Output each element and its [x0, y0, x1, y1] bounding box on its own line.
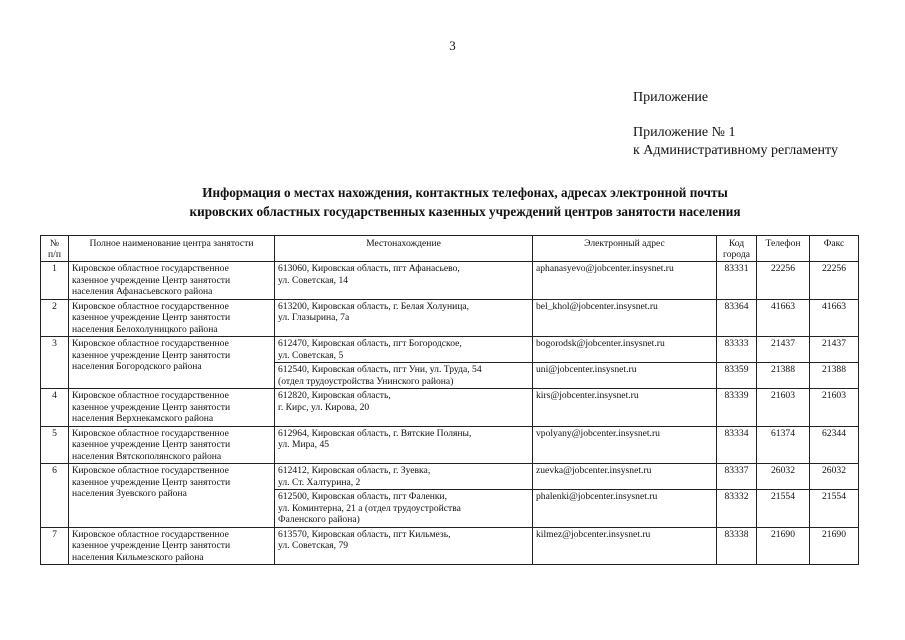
cell-text-line: Кировское областное государственное: [72, 528, 229, 540]
cell-text-line: населения Афанасьевского района: [72, 286, 213, 297]
table-header-row: [41, 236, 859, 262]
center-location: [275, 464, 533, 490]
center-email: zuevka@jobcenter.insysnet.ru: [533, 464, 717, 490]
city-code: 83364: [717, 299, 757, 337]
center-email: bel_khol@jobcenter.insysnet.ru: [533, 299, 717, 337]
cell-text-line: Кировское областное государственное: [72, 465, 229, 476]
fax-number: 21603: [810, 389, 859, 427]
city-code: 83359: [717, 363, 757, 389]
cell-text-line: казенное учреждение Центр занятости: [72, 312, 231, 323]
city-code: 83339: [717, 389, 757, 427]
cell-text-line: 612540, Кировская область, пгт Уни, ул. Труда, 54: [278, 364, 482, 375]
cell-text-line: ул. Советская, 14: [278, 274, 349, 286]
cell-text-line: 612964, Кировская область, г. Вятские Поляны,: [278, 427, 472, 439]
cell-text-line: ул. Мира, 45: [278, 439, 330, 450]
city-code: 83337: [717, 464, 757, 490]
cell-text-line: 613060, Кировская область, пгт Афанасьево,: [278, 263, 460, 274]
cell-text-line: казенное учреждение Центр занятости: [72, 401, 231, 413]
center-location: [275, 389, 533, 427]
center-email: phalenki@jobcenter.insysnet.ru: [533, 490, 717, 528]
phone-number: 22256: [757, 262, 810, 300]
cell-text-line: ул. Коминтерна, 21 а (отдел трудоустройства: [278, 502, 461, 514]
center-name: [69, 262, 275, 300]
cell-text-line: (отдел трудоустройства Унинского района): [278, 375, 454, 387]
header-location: Местонахождение: [275, 236, 533, 262]
center-location: [275, 527, 533, 565]
cell-text-line: ул. Советская, 5: [278, 349, 344, 361]
appendix-title: Приложение: [633, 90, 709, 105]
phone-number: 41663: [757, 299, 810, 337]
city-code: 83338: [717, 527, 757, 565]
center-email: bogorodsk@jobcenter.insysnet.ru: [533, 337, 717, 363]
cell-text-line: ул. Советская, 79: [278, 540, 349, 551]
table-row: [41, 337, 859, 363]
fax-number: 62344: [810, 426, 859, 464]
center-email: aphanasyevo@jobcenter.insysnet.ru: [533, 262, 717, 300]
center-email: uni@jobcenter.insysnet.ru: [533, 363, 717, 389]
appendix-reference: [633, 124, 838, 160]
phone-number: 26032: [757, 464, 810, 490]
cell-text-line: 613200, Кировская область, г. Белая Холуница,: [278, 300, 470, 312]
city-code: 83334: [717, 426, 757, 464]
cell-text-line: казенное учреждение Центр занятости: [72, 274, 231, 286]
cell-text-line: населения Белохолуницкого района: [72, 323, 218, 335]
page-number: 3: [449, 38, 456, 53]
center-location: [275, 490, 533, 528]
appendix-number: Приложение № 1: [633, 125, 736, 140]
center-location: [275, 337, 533, 363]
cell-text-line: Кировское областное государственное: [72, 338, 229, 349]
phone-number: 21437: [757, 337, 810, 363]
row-number: 6: [41, 464, 69, 528]
header-phone: Телефон: [757, 236, 810, 262]
fax-number: 41663: [810, 299, 859, 337]
table-row: [41, 527, 859, 565]
row-number: 1: [41, 262, 69, 300]
cell-text-line: казенное учреждение Центр занятости: [72, 476, 231, 488]
row-number: 3: [41, 337, 69, 389]
cell-text-line: 612470, Кировская область, пгт Богородское,: [278, 338, 462, 349]
cell-text-line: населения Верхнекамского района: [72, 413, 214, 424]
cell-text-line: 612500, Кировская область, пгт Фаленки,: [278, 491, 448, 502]
center-name: [69, 426, 275, 464]
center-location: [275, 426, 533, 464]
cell-text-line: населения Зуевского района: [72, 488, 187, 499]
header-fax: Факс: [810, 236, 859, 262]
cell-text-line: 613570, Кировская область, пгт Кильмезь,: [278, 528, 451, 540]
cell-text-line: г. Кирс, ул. Кирова, 20: [278, 401, 370, 413]
cell-text-line: ул. Глазырина, 7а: [278, 312, 350, 323]
city-code: 83332: [717, 490, 757, 528]
header-email: Электронный адрес: [533, 236, 717, 262]
cell-text-line: казенное учреждение Центр занятости: [72, 349, 231, 361]
center-email: vpolyany@jobcenter.insysnet.ru: [533, 426, 717, 464]
heading-line-1: Информация о местах нахождения, контактных телефонах, адресах электронной почты: [202, 185, 728, 200]
header-name: Полное наименование центра занятости: [69, 236, 275, 262]
header-no: № п/п: [41, 236, 69, 262]
row-number: 2: [41, 299, 69, 337]
row-number: 4: [41, 389, 69, 427]
city-code: 83333: [717, 337, 757, 363]
cell-text-line: Кировское областное государственное: [72, 263, 229, 274]
fax-number: 22256: [810, 262, 859, 300]
table-row: [41, 464, 859, 490]
fax-number: 21554: [810, 490, 859, 528]
center-location: [275, 262, 533, 300]
table-row: [41, 426, 859, 464]
cell-text-line: 612412, Кировская область, г. Зуевка,: [278, 465, 431, 476]
row-number: 5: [41, 426, 69, 464]
appendix-regulation: к Административному регламенту: [633, 143, 838, 158]
center-name: [69, 299, 275, 337]
cell-text-line: казенное учреждение Центр занятости: [72, 540, 231, 551]
cell-text-line: населения Богородского района: [72, 361, 202, 372]
phone-number: 21603: [757, 389, 810, 427]
center-email: kilmez@jobcenter.insysnet.ru: [533, 527, 717, 565]
cell-text-line: Кировское областное государственное: [72, 390, 229, 401]
fax-number: 26032: [810, 464, 859, 490]
cell-text-line: 612820, Кировская область,: [278, 390, 391, 401]
center-name: [69, 389, 275, 427]
center-location: [275, 363, 533, 389]
phone-number: 61374: [757, 426, 810, 464]
phone-number: 21554: [757, 490, 810, 528]
fax-number: 21437: [810, 337, 859, 363]
center-location: [275, 299, 533, 337]
fax-number: 21690: [810, 527, 859, 565]
center-name: [69, 527, 275, 565]
cell-text-line: населения Кильмезского района: [72, 551, 204, 563]
table-body: [41, 262, 859, 565]
cell-text-line: Кировское областное государственное: [72, 300, 229, 312]
center-name: [69, 464, 275, 528]
centers-table: [40, 235, 859, 565]
fax-number: 21388: [810, 363, 859, 389]
phone-number: 21690: [757, 527, 810, 565]
header-code: Код города: [717, 236, 757, 262]
heading-line-2: кировских областных государственных казенных учреждений центров занятости населения: [189, 204, 741, 219]
table-row: [41, 262, 859, 300]
table-row: [41, 299, 859, 337]
cell-text-line: Кировское областное государственное: [72, 427, 229, 439]
table-row: [41, 389, 859, 427]
cell-text-line: Фаленского района): [278, 514, 360, 525]
cell-text-line: ул. Ст. Халтурина, 2: [278, 476, 361, 488]
city-code: 83331: [717, 262, 757, 300]
phone-number: 21388: [757, 363, 810, 389]
document-heading: [0, 183, 905, 221]
center-name: [69, 337, 275, 389]
cell-text-line: населения Вятскополянского района: [72, 450, 222, 462]
center-email: kirs@jobcenter.insysnet.ru: [533, 389, 717, 427]
row-number: 7: [41, 527, 69, 565]
cell-text-line: казенное учреждение Центр занятости: [72, 439, 231, 450]
